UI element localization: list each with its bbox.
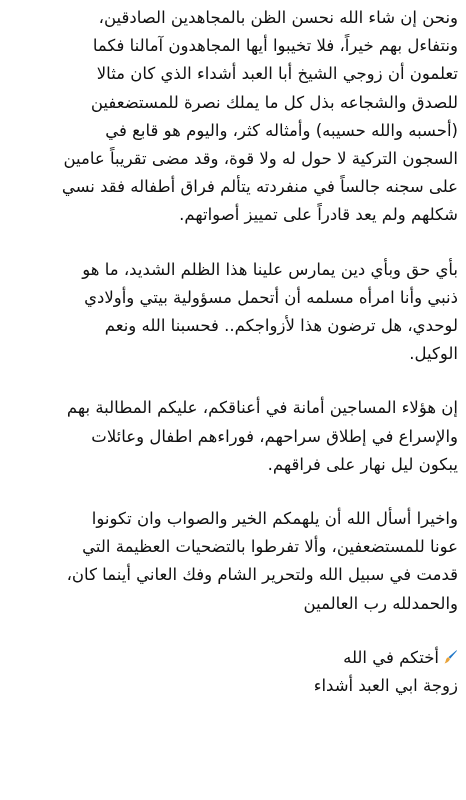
signature-closing-line bbox=[12, 644, 458, 672]
text-line: (أحسبه والله حسيبه) وأمثاله كثر، واليوم هو قابع في bbox=[105, 120, 458, 140]
text-line: على سجنه جالساً في منفردته يتألم فراق أطفاله فقد نسي bbox=[61, 177, 458, 197]
signature bbox=[12, 644, 458, 700]
text-line: الوكيل. bbox=[409, 344, 458, 364]
text-line: شكلهم ولم يعد قادراً على تمييز أصواتهم. bbox=[179, 205, 458, 225]
paragraph-2 bbox=[12, 256, 458, 369]
signature-closing: أختكم في الله bbox=[343, 647, 439, 667]
text-line: ونتفاءل بهم خيراً، فلا تخيبوا أيها المجاهدون آمالنا فكما bbox=[92, 36, 458, 56]
text-line: قدمت في سبيل الله ولتحرير الشام وفك العاني أينما كان، bbox=[66, 565, 458, 585]
text-line: لوحدي، هل ترضون هذا لأزواجكم.. فحسبنا الله ونعم bbox=[104, 316, 458, 336]
text-line: واخيرا أسأل الله أن يلهمكم الخير والصواب وان تكونوا bbox=[91, 509, 458, 529]
text-line: والإسراع في إطلاق سراحهم، فوراءهم اطفال وعائلات bbox=[91, 426, 458, 446]
text-line: السجون التركية لا حول له ولا قوة، وقد مضى تقريباً عامين bbox=[63, 149, 458, 169]
text-line: للصدق والشجاعه بذل كل ما يملك نصرة للمستضعفين bbox=[90, 92, 458, 112]
paragraph-3 bbox=[12, 394, 458, 479]
text-line: يبكون ليل نهار على فراقهم. bbox=[267, 454, 458, 474]
text-line: والحمدلله رب العالمين bbox=[303, 593, 458, 613]
text-line: عونا للمستضعفين، وألا تفرطوا بالتضحيات العظيمة التي bbox=[82, 537, 458, 557]
paintbrush-icon bbox=[442, 646, 458, 662]
text-line: ونحن إن شاء الله نحسن الظن بالمجاهدين الصادقين، bbox=[98, 8, 458, 27]
text-line: إن هؤلاء المساجين أمانة في أعناقكم، عليكم المطالبة بهم bbox=[66, 398, 458, 418]
text-line: بأي حق وبأي دين يمارس علينا هذا الظلم الشديد، ما هو bbox=[82, 259, 458, 279]
paragraph-4 bbox=[12, 505, 458, 618]
text-line: ذنبي وأنا امرأه مسلمه أن أتحمل مسؤولية بيتي وأولادي bbox=[84, 287, 458, 307]
paragraph-1 bbox=[12, 4, 458, 230]
signature-name: زوجة ابي العبد أشداء bbox=[313, 675, 458, 695]
text-line: تعلمون أن زوجي الشيخ أبا العبد أشداء الذي كان مثالا bbox=[96, 64, 458, 84]
